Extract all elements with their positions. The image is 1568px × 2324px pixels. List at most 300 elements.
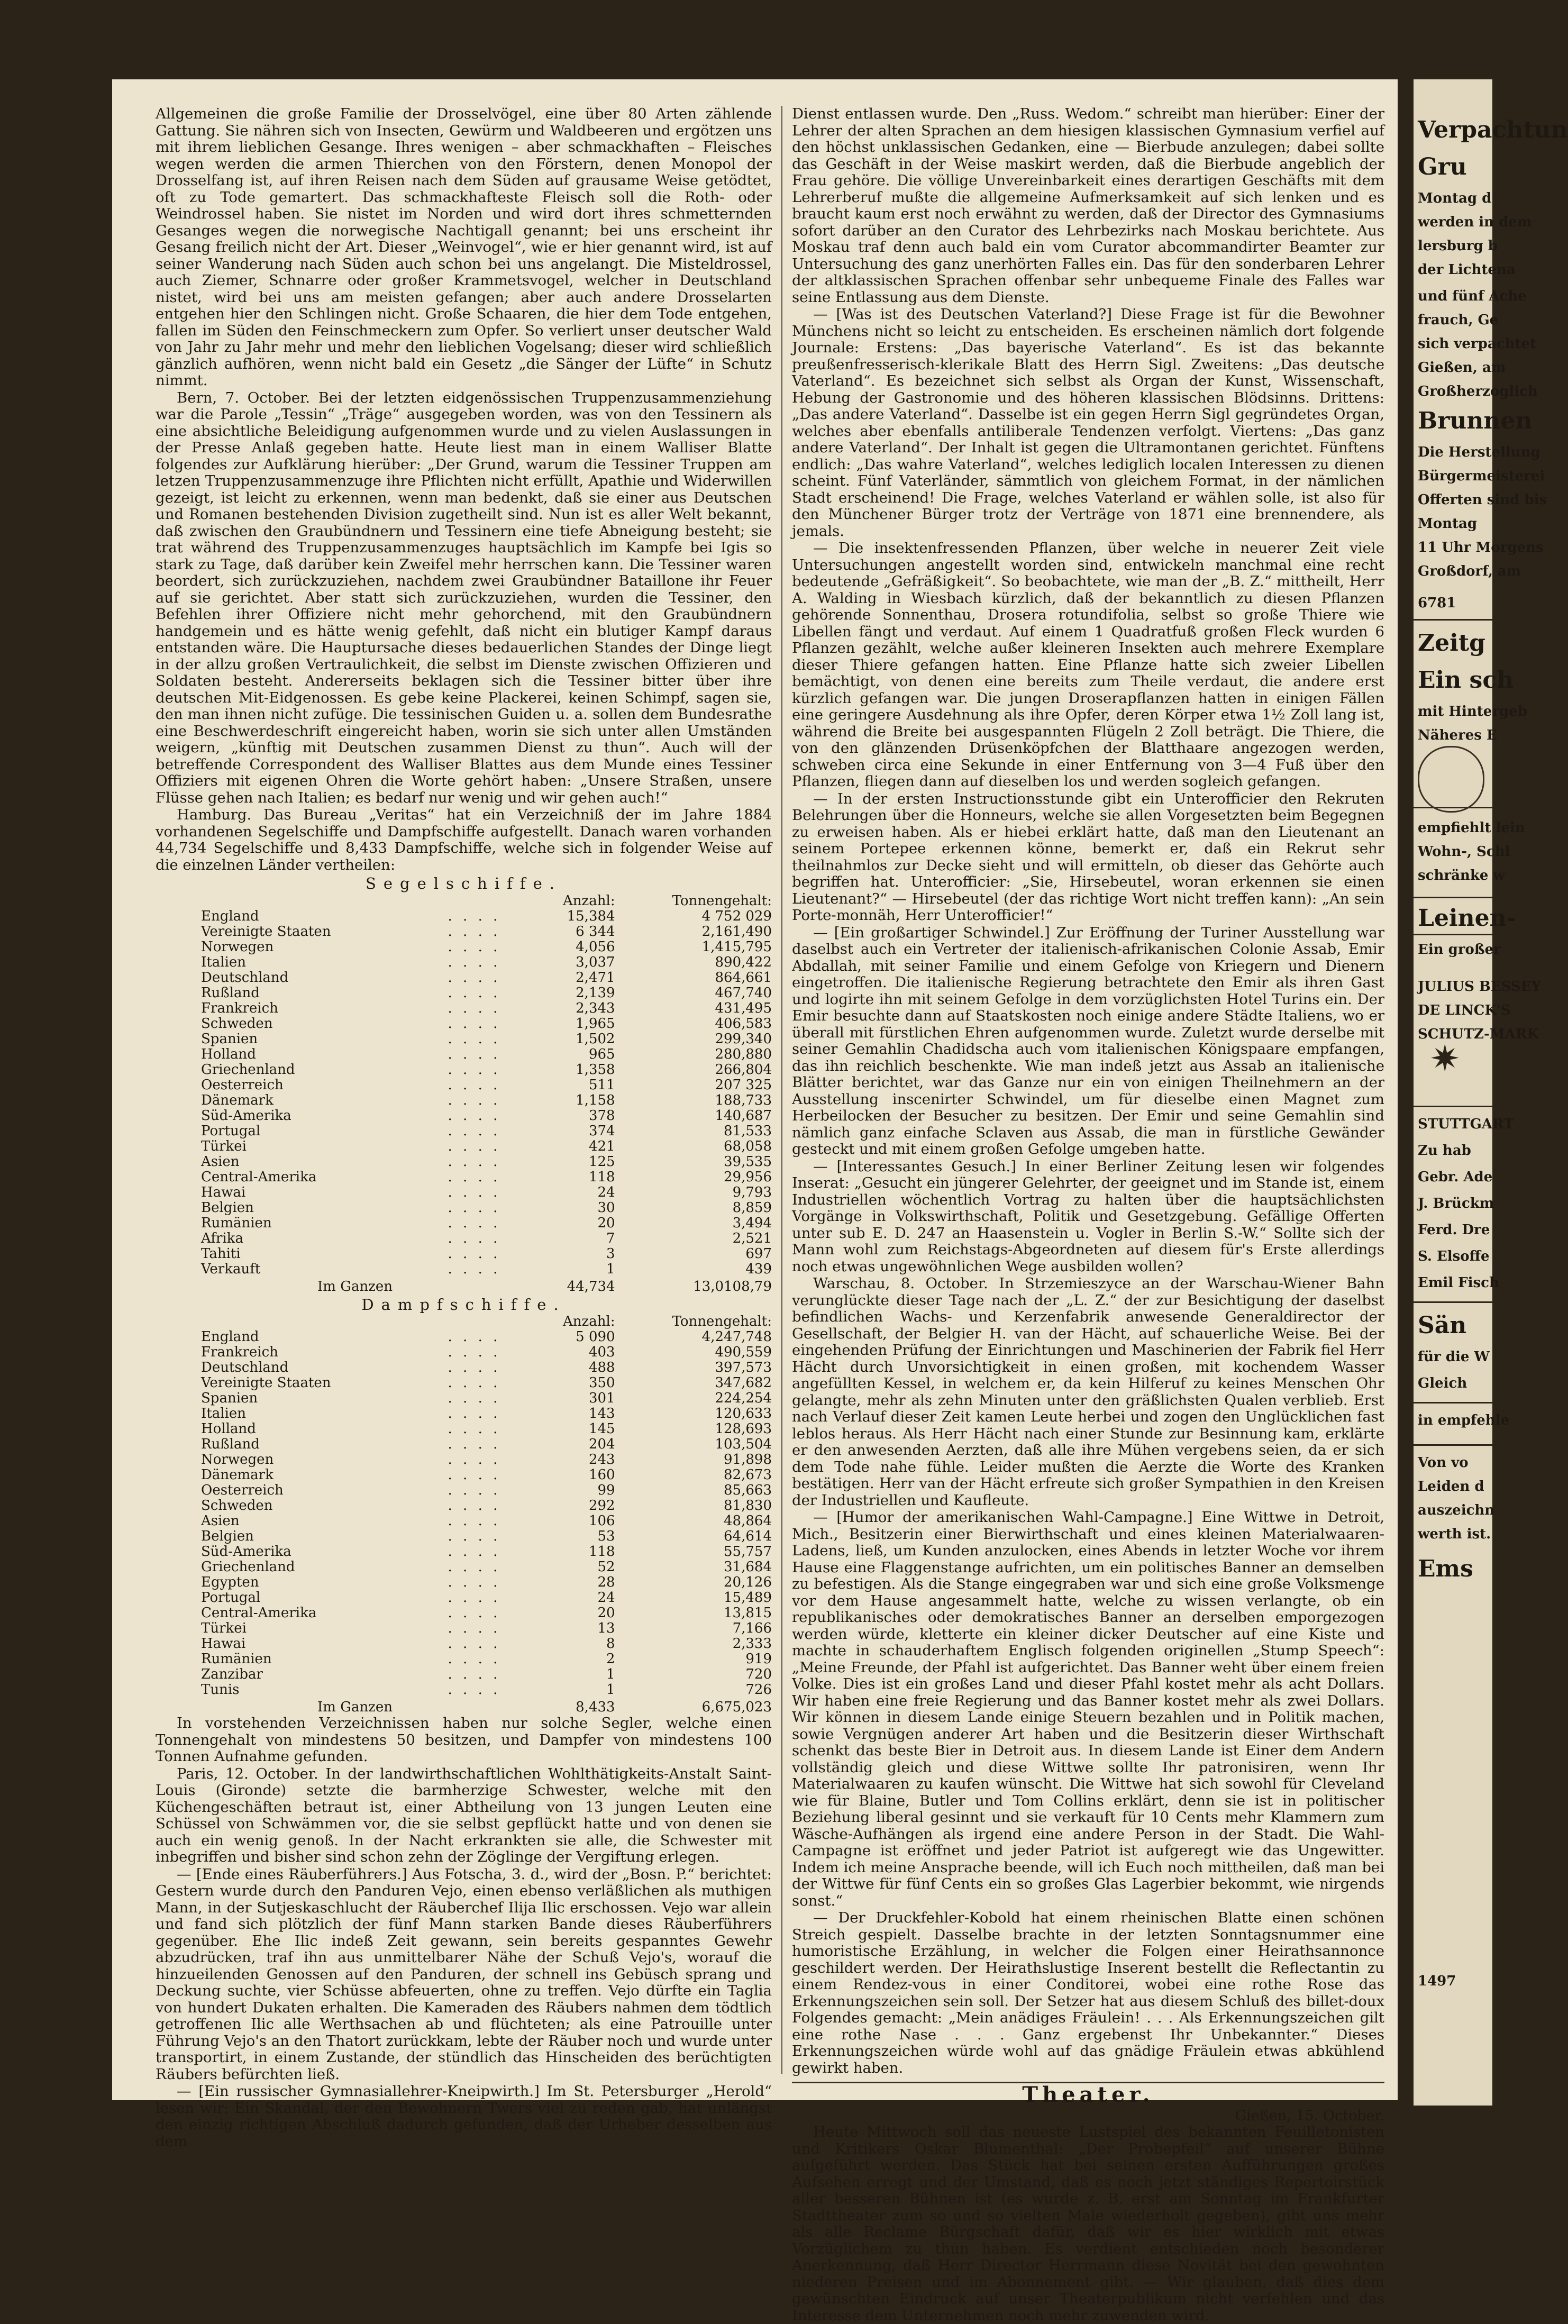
table-row — [201, 1016, 772, 1032]
table-row — [201, 1078, 772, 1093]
country-cell: Rumänien — [201, 1215, 272, 1231]
country-cell: Verkauft — [201, 1261, 261, 1277]
country-cell: Norwegen — [201, 1452, 274, 1468]
count-cell: 3 — [606, 1245, 615, 1262]
edge-ad-text: DE LINCK'S — [1418, 1002, 1511, 1018]
country-cell: Portugal — [201, 1123, 261, 1139]
table-row — [201, 1001, 772, 1016]
ad-divider — [1414, 897, 1492, 898]
article-gymnasiallehrer-cont: Dienst entlassen wurde. Den „Russ. Wedom.“ schreibt man hierüber: Einer der Lehrer der alten Sprachen an dem hiesigen klassischen Gymnasium verfiel auf den höchst unklassischen Gedanken, eine — Bierbude anzulegen; dabei sollte das Geschäft in der Weise maskirt werden, daß die Bierbude angeblich der Frau gehöre. Die völlige Unvereinbarkeit eines derartigen Geschäfts mit dem Lehrerberuf mußte die allgemeine Aufmerksamkeit auf sich lenken und es braucht kaum erst noch erwähnt zu werden, daß der Director des Gymnasiums sofort darüber an den Curator des Lehrbezirks nach Moskau berichtete. Aus Moskau traf denn auch bald ein vom Curator abcommandirter Beamter zur Untersuchung des ganz unerhörten Falles ein. Das für den sonderbaren Lehrer der altklassischen Sprachen offenbar sehr unbequeme Finale des Falles war seine Entlassung aus dem Dienste. — [792, 105, 1384, 306]
article-gymnasiallehrer: — [Ein russischer Gymnasiallehrer-Kneipwirth.] Im St. Petersburger „Herold“ lesen wir: Ein Skandal, der den Bewohnern Twers viel zu reden gab, hat unlängst den einzig richtigen Abschluß dadurch gefunden, daß der Urheber desselben aus dem — [156, 2083, 772, 2150]
total-spacer — [448, 1698, 526, 1715]
country-cell: Central-Amerika — [201, 1605, 317, 1621]
article-druckfehler: — Der Druckfehler-Kobold hat einem rheinischen Blatte einen schönen Streich gespielt. Dasselbe brachte in der letzten Sonntagsnummer eine humoristische Erzählung, in welcher die Folgen einer Heirathsannonce geschildert werden. Der Heirathslustige Inserent bestellt die Reflectantin zu einem Rendez-vous in einer Conditorei, wobei eine rothe Rose das Erkennungszeichen sein soll. Der Setzer hat aus diesem Schluß des billet-doux Folgendes gemacht: „Mein anädiges Fräulein! . . . Als Erkennungszeichen gilt eine rothe Nase . . . Ganz ergebenst Ihr Unbekannter.“ Dieses Erkennungszeichen würde wohl auf das gnädige Fräulein etwas abkühlend gewirkt haben. — [792, 1909, 1384, 2076]
table-row — [201, 1560, 772, 1575]
country-cell: Tahiti — [201, 1245, 241, 1262]
country-cell: Egypten — [201, 1574, 259, 1590]
leader-cell: . . . . — [448, 908, 501, 924]
table-header-dots — [448, 1314, 526, 1329]
table-row — [201, 1636, 772, 1652]
edge-ad-text: 6781 — [1418, 595, 1456, 611]
country-cell: Dänemark — [201, 1467, 274, 1483]
country-cell: Süd-Amerika — [201, 1107, 291, 1124]
edge-ad-text: Gießen, am — [1418, 360, 1506, 376]
tonnage-cell: 7,166 — [732, 1620, 772, 1636]
ad-divider — [1414, 934, 1492, 935]
edge-ad-text: Montag d — [1418, 190, 1492, 206]
tonnage-cell: 2,521 — [732, 1230, 772, 1246]
table-row — [201, 1262, 772, 1277]
count-cell: 1,502 — [576, 1031, 615, 1047]
count-cell: 30 — [597, 1199, 615, 1216]
country-cell: Griechenland — [201, 1061, 295, 1078]
count-cell: 374 — [588, 1123, 615, 1139]
tonnage-cell: 128,693 — [715, 1421, 772, 1437]
edge-ad-text: werden in dem — [1418, 214, 1532, 230]
edge-ad-text: werth ist. — [1418, 1526, 1491, 1542]
article-warschau: Warschau, 8. October. In Strzemieszyce an der Warschau-Wiener Bahn verunglückte dieser Tage nach der „L. Z.“ der zur Besichtigung der daselbst befindlichen Wachs- und Kerzenfabrik anwesende Generaldirector der Gesellschaft, der Belgier H. van der Hächt, auf schauerliche Weise. Bei der eingehenden Prüfung der Einrichtungen und Maschinerien der Fabrik fiel Herr Hächt durch Unvorsichtigkeit in einen großen, mit kochendem Wasser angefüllten Kessel, in welchem er, da kein Hilferuf zu keines Menschen Ohr gelangte, mehr als zehn Minuten unter den gräßlichsten Qualen verblieb. Erst nach Verlauf dieser Zeit kamen Leute herbei und zogen den Unglücklichen fast leblos heraus. Als Herr Hächt nach einer Stunde zur Besinnung kam, erklärte er den anwesenden Aerzten, daß alle ihre Mühen vergebens seien, da er sich dem Tode nahe fühle. Leider mußten die Aerzte die Worte des Kranken bestätigen. Herr van der Hächt erfreute sich großer Sympathien in den Kreisen der Industriellen und Kaufleute. — [792, 1275, 1384, 1509]
article-instructionsstunde: — In der ersten Instructionsstunde gibt ein Unterofficier den Rekruten Belehrungen über die Honneurs, welche sie allen Vorgesetzten beim Begegnen zu erweisen haben. Als er hiebei erklärt hatte, daß man den Lieutenant an seinem Portepee erkennen könne, bemerkt er, daß ein Rekrut sehr theilnahmlos zur Decke sieht und will ermitteln, ob dieser das Gehörte auch begriffen hat. Unterofficier: „Sie, Hirsebeutel, woran erkennen sie einen Lieutenant?“ — Hirsebeutel (der das richtige Wort nicht treffen kann): „An sein Porte-monnäh, Herr Unterofficier!“ — [792, 790, 1384, 924]
table-row — [201, 1375, 772, 1391]
table-row — [201, 970, 772, 986]
count-cell: 8 — [606, 1636, 615, 1652]
total-tonnage: 13,0108,79 — [693, 1278, 772, 1295]
ad-divider — [1414, 1402, 1492, 1403]
country-cell: Spanien — [201, 1031, 258, 1047]
country-cell: Türkei — [201, 1138, 247, 1154]
count-cell: 1,358 — [576, 1061, 615, 1078]
tonnage-cell: 64,614 — [724, 1528, 772, 1544]
article-schwindel: — [Ein großartiger Schwindel.] Zur Eröffnung der Turiner Ausstellung war daselbst auch ein Vertreter der italienisch-afrikanischen Colonie Assab, Emir Abdallah, mit seiner Familie und einem Gefolge von Kriegern und Dienern eingetroffen. Die italienische Regierung betrachtete den Emir als ihren Gast und logirte ihn mit seinem Gefolge in dem vorzüglichsten Hotel Turins ein. Der Emir besuchte dann auf Staatskosten noch einige andere Städte Italiens, wo er überall mit fürstlichen Ehren aufgenommen wurde. Zuletzt wurde derselbe mit seiner Gemahlin Chadidscha auch vom italienischen Königspaare empfangen, das ihn reichlich beschenkte. Wie man indeß jetzt aus Assab an italienische Blätter berichtet, war das Ganze nur ein von einigen Theilnehmern an der Ausstellung inscenirter Schwindel, um für dieselbe einen Magnet zum Herbeilocken der Besucher zu besitzen. Der Emir und seine Gemahlin sind nämlich ganz einfache Sclaven aus Assab, die man in fürstliche Gewänder gesteckt und mit einem großen Gefolge umgeben hatte. — [792, 924, 1384, 1158]
country-cell: Dänemark — [201, 1092, 274, 1108]
edge-ad-text: JULIUS BESSEY — [1418, 979, 1542, 995]
article-drosseln: Allgemeinen die große Familie der Drosselvögel, eine über 80 Arten zählende Gattung. Sie nähren sich von Insecten, Gewürm und Waldbeeren und ergötzen uns mit ihrem lieblichen Gesange. Ihres wenigen – aber schmackhaften – Fleisches wegen werden die armen Thierchen von den Förstern, denen Monopol der Drosselfang ist, auf ihren Reisen nach dem Süden auf grausame Weise getödtet, oft zu Tode gemartert. Das schmackhafteste Fleisch soll die Roth- oder Weindrossel haben. Sie nistet im Norden und wird dort ihres schmetternden Gesanges wegen die norwegische Nachtigall genannt; bei uns erscheint ihr Gesang freilich nicht der Art. Dieser „Weinvogel“, wie er hier genannt wird, ist auf seiner Wanderung nach Süden auch schon bei uns angelangt. Die Misteldrossel, auch Ziemer, Schnarre oder großer Krammetsvogel, welcher in Deutschland nistet, wird bei uns am meisten gefangen; aber auch andere Drosselarten entgehen hier den Schlingen nicht. Große Schaaren, die hier dem Tode entgehen, fallen im Süden den Feinschmeckern zum Opfer. So verliert unser deutscher Wald von Jahr zu Jahr mehr und mehr den lieblichen Vogelsang; dieser wird schließlich gänzlich aufhören, wenn nicht bald ein Gesetz „die Sänger der Lüfte“ in Schutz nimmt. — [156, 105, 772, 389]
table-row — [201, 1468, 772, 1483]
country-cell: Griechenland — [201, 1559, 295, 1575]
count-cell: 1,158 — [576, 1092, 615, 1108]
tonnage-cell: 31,684 — [724, 1559, 772, 1575]
table-row — [201, 1437, 772, 1452]
count-cell: 243 — [588, 1452, 615, 1468]
count-cell: 53 — [597, 1528, 615, 1544]
table-row — [201, 1246, 772, 1262]
country-cell: Schweden — [201, 1015, 273, 1032]
country-cell: Oesterreich — [201, 1077, 284, 1093]
edge-ad-text: schränke w — [1418, 868, 1505, 883]
leader-cell: . . . . — [448, 985, 501, 1001]
count-cell: 403 — [588, 1344, 615, 1360]
leader-cell: . . . . — [448, 1620, 501, 1636]
edge-ad-text: für die W — [1418, 1349, 1490, 1365]
table-row — [201, 1216, 772, 1231]
edge-ad-text: mit Hintergeb — [1418, 704, 1527, 719]
country-cell: Belgien — [201, 1199, 254, 1216]
leader-cell: . . . . — [448, 1590, 501, 1606]
edge-ad-text: Leinen- — [1418, 905, 1516, 932]
edge-ad-text: Wohn-, Schl — [1418, 844, 1510, 860]
table-sailing-ships — [201, 894, 772, 1295]
leader-cell: . . . . — [448, 1513, 501, 1529]
article-gesuch: — [Interessantes Gesuch.] In einer Berliner Zeitung lesen wir folgendes Inserat: „Gesucht ein jüngerer Gelehrter, der geeignet und im Stande ist, einem Industriellen wöchentlich Vortrag zu halten über die hauptsächlichsten Vorgänge in Volkswirthschaft, Politik und Gesetzgebung. Gefällige Offerten unter sub E. D. 247 an Haasenstein u. Vogler in Berlin S.-W.“ Sollte sich der Mann wohl zum Reichstags-Abgeordneten auf diesem für's Erste allerdings noch etwas ungewöhnlichen Wege ausbilden wollen? — [792, 1158, 1384, 1275]
tonnage-cell: 2,161,490 — [701, 923, 772, 940]
edge-ad-text: Zu hab — [1418, 1143, 1471, 1159]
count-cell: 13 — [597, 1620, 615, 1636]
country-cell: Zanzibar — [201, 1666, 263, 1682]
country-cell: Spanien — [201, 1390, 258, 1406]
tonnage-cell: 55,757 — [724, 1544, 772, 1560]
table-row — [201, 986, 772, 1001]
leader-cell: . . . . — [448, 1123, 501, 1139]
leader-cell: . . . . — [448, 1344, 501, 1360]
country-cell: Rumänien — [201, 1651, 272, 1667]
tonnage-cell: 15,489 — [724, 1590, 772, 1606]
article-verzeichnis-note: In vorstehenden Verzeichnissen haben nur solche Segler, welche einen Tonnengehalt von mindestens 50 besitzen, und Dampfer von mindestens 100 Tonnen Aufnahme gefunden. — [156, 1715, 772, 1765]
table-sailing-title: Segelschiffe. — [366, 874, 562, 892]
article-insektenfressende-pflanzen: — Die insektenfressenden Pflanzen, über welche in neuerer Zeit viele Untersuchungen angestellt worden sind, entwickeln manchmal eine recht bedeutende „Gefräßigkeit“. So beobachtete, wie man der „B. Z.“ mittheilt, Herr A. Walding in Wiesbach kürzlich, daß der bekanntlich zu diesen Pflanzen gehörende Sonnenthau, Drosera rotundifolia, selbst so große Thiere wie Libellen fängt und verdaut. Auf einem 1 Quadratfuß großen Fleck wurden 6 Pflanzen gezählt, welche außer kleineren Insekten auch mehrere Exemplare dieser Thiere gefangen hatten. Eine Pflanze hatte sich zweier Libellen bemächtigt, von denen eine bereits zum Theile verdaut, die andere erst kürzlich gefangen war. Die jungen Droserapflanzen hatten in einigen Fällen eine geringere Ausdehnung als ihre Opfer, deren Körper etwa 1½ Zoll lang ist, während die Breite bei ausgespannten Flügeln 2 Zoll beträgt. Die Thiere, die von den glänzenden Drüsenköpfchen der Blatthaare angezogen werden, schweben circa eine Sekunde in einer Entfernung von 3—4 Fuß über den Pflanzen, fliegen dann auf dieselben los und werden sogleich gefangen. — [792, 540, 1384, 790]
article-hamburg: Hamburg. Das Bureau „Veritas“ hat ein Verzeichniß der im Jahre 1884 vorhandenen Segelschiffe und Dampfschiffe aufgestellt. Danach waren vorhanden 44,734 Segelschiffe und 8,433 Dampfschiffe, welche sich in folgender Weise auf die einzelnen Länder vertheilen: — [156, 806, 772, 873]
leader-cell: . . . . — [448, 1000, 501, 1016]
column-divider — [781, 106, 782, 2074]
leader-cell: . . . . — [448, 1077, 501, 1093]
tonnage-cell: 91,898 — [724, 1452, 772, 1468]
count-cell: 2,139 — [576, 985, 615, 1001]
tonnage-cell: 4,247,748 — [701, 1329, 772, 1345]
table-row — [201, 1093, 772, 1108]
edge-ad-text: Offerten sind bis — [1418, 492, 1547, 508]
edge-ad-text: Zeitg — [1418, 630, 1485, 657]
table-row — [201, 1652, 772, 1667]
tonnage-cell: 467,740 — [715, 985, 772, 1001]
edge-ad-text: S. Elsoffe — [1418, 1248, 1490, 1264]
count-cell: 488 — [588, 1360, 615, 1375]
table-row — [201, 955, 772, 970]
edge-ad-text: Montag — [1418, 516, 1478, 532]
table-row — [201, 1047, 772, 1062]
table-row — [201, 1139, 772, 1154]
tonnage-cell: 439 — [745, 1261, 772, 1277]
count-cell: 2,343 — [576, 1000, 615, 1016]
table-row — [201, 1544, 772, 1560]
tonnage-cell: 207 325 — [715, 1077, 772, 1093]
table-header-count: Anzahl: — [563, 1314, 615, 1329]
ad-divider — [1414, 1301, 1492, 1303]
country-cell: Oesterreich — [201, 1482, 284, 1498]
table-row — [201, 1421, 772, 1437]
table-row — [201, 1185, 772, 1200]
table-row — [201, 1406, 772, 1421]
count-cell: 1,965 — [576, 1015, 615, 1032]
tonnage-cell: 9,793 — [732, 1184, 772, 1200]
leader-cell: . . . . — [448, 1682, 501, 1698]
edge-ad-text: der Lichtena — [1418, 262, 1516, 278]
leader-cell: . . . . — [448, 1636, 501, 1652]
tonnage-cell: 697 — [745, 1245, 772, 1262]
leader-cell: . . . . — [448, 1031, 501, 1047]
count-cell: 118 — [588, 1169, 615, 1185]
leader-cell: . . . . — [448, 1046, 501, 1062]
tonnage-cell: 890,422 — [715, 954, 772, 970]
leader-cell: . . . . — [448, 1015, 501, 1032]
edge-ad-text: Gleich — [1418, 1375, 1467, 1391]
country-cell: Vereinigte Staaten — [201, 1375, 331, 1391]
edge-ad-text: J. Brückm — [1418, 1196, 1494, 1211]
tonnage-cell: 347,682 — [715, 1375, 772, 1391]
count-cell: 143 — [588, 1406, 615, 1421]
edge-ad-text: sich verpachtet — [1418, 336, 1536, 352]
tonnage-cell: 82,673 — [724, 1467, 772, 1483]
edge-ad-text: Verpachtun — [1418, 116, 1568, 143]
count-cell: 6 344 — [576, 923, 615, 940]
table-header-row — [201, 894, 772, 909]
table-row — [201, 1154, 772, 1170]
table-header-country — [201, 894, 448, 909]
count-cell: 1 — [606, 1682, 615, 1698]
country-cell: Deutschland — [201, 1360, 289, 1375]
count-cell: 52 — [597, 1559, 615, 1575]
table-row — [201, 1108, 772, 1124]
table-row — [201, 1606, 772, 1621]
leader-cell: . . . . — [448, 1421, 501, 1437]
table-row — [201, 1124, 772, 1139]
count-cell: 3,037 — [576, 954, 615, 970]
tonnage-cell: 919 — [745, 1651, 772, 1667]
edge-ad-text: Bürgermeisterei — [1418, 468, 1545, 484]
right-column — [792, 105, 1384, 2324]
edge-ad-text: Ein sch — [1418, 667, 1514, 694]
tonnage-cell: 726 — [745, 1682, 772, 1698]
table-row — [201, 1682, 772, 1698]
article-paris: Paris, 12. October. In der landwirthschaftlichen Wohlthätigkeits-Anstalt Saint-Louis (Gironde) setzte die barmherzige Schwester, welche mit den Küchengeschäften betraut ist, einer Abtheilung von 13 jungen Leuten eine Schüssel von Schwämmen vor, die sie selbst gepflückt hatte und von denen sie auch ein wenig genoß. In der Nacht erkrankten sie alle, die Schwester mit inbegriffen und bisher sind schon zehn der Zöglinge der Vergiftung erlegen. — [156, 1765, 772, 1865]
tonnage-cell: 81,830 — [724, 1498, 772, 1514]
leader-cell: . . . . — [448, 1498, 501, 1514]
leader-cell: . . . . — [448, 1261, 501, 1277]
country-cell: Italien — [201, 954, 246, 970]
country-cell: Türkei — [201, 1620, 247, 1636]
ad-divider — [1414, 619, 1492, 621]
country-cell: Asien — [201, 1153, 240, 1170]
country-cell: Rußland — [201, 985, 260, 1001]
table-row — [201, 1032, 772, 1047]
table-row — [201, 1200, 772, 1216]
country-cell: Rußland — [201, 1436, 260, 1452]
tonnage-cell: 103,504 — [715, 1436, 772, 1452]
count-cell: 24 — [597, 1590, 615, 1606]
count-cell: 4,056 — [576, 938, 615, 955]
table-row — [201, 1345, 772, 1360]
table-steam-ships — [201, 1314, 772, 1715]
country-cell: Deutschland — [201, 969, 289, 986]
table-row — [201, 1498, 772, 1514]
count-cell: 378 — [588, 1107, 615, 1124]
leader-cell: . . . . — [448, 1559, 501, 1575]
table-total-row — [201, 1698, 772, 1715]
tonnage-cell: 280,880 — [715, 1046, 772, 1062]
leader-cell: . . . . — [448, 1651, 501, 1667]
tonnage-cell: 431,495 — [715, 1000, 772, 1016]
count-cell: 7 — [606, 1230, 615, 1246]
table-row — [201, 1329, 772, 1345]
country-cell: Hawai — [201, 1184, 246, 1200]
leader-cell: . . . . — [448, 1390, 501, 1406]
leader-cell: . . . . — [448, 1199, 501, 1216]
theater-heading: Theater. — [1022, 2082, 1154, 2107]
table-row — [201, 1575, 772, 1590]
leader-cell: . . . . — [448, 1574, 501, 1590]
seal-emblem-icon — [1418, 746, 1484, 813]
edge-ad-text: Ferd. Dre — [1418, 1222, 1490, 1238]
tonnage-cell: 48,864 — [724, 1513, 772, 1529]
edge-ad-text: Näheres E — [1418, 727, 1497, 743]
count-cell: 1 — [606, 1666, 615, 1682]
edge-ad-text: Ems — [1418, 1555, 1473, 1582]
country-cell: England — [201, 1329, 259, 1345]
count-cell: 15,384 — [567, 908, 615, 924]
edge-ad-text: 1497 — [1418, 1973, 1456, 1989]
leader-cell: . . . . — [448, 1184, 501, 1200]
total-label: Im Ganzen — [317, 1278, 393, 1295]
table-steam-title: Dampfschiffe. — [361, 1295, 566, 1314]
table-header-dots — [448, 894, 526, 909]
edge-ad-text: Von vo — [1418, 1455, 1469, 1471]
edge-ad-text: frauch, Ge — [1418, 312, 1499, 328]
tonnage-cell: 81,533 — [724, 1123, 772, 1139]
count-cell: 301 — [588, 1390, 615, 1406]
country-cell: Schweden — [201, 1498, 273, 1514]
tonnage-cell: 13,815 — [724, 1605, 772, 1621]
count-cell: 28 — [597, 1574, 615, 1590]
edge-ad-text: STUTTGART — [1418, 1116, 1514, 1132]
edge-ad-text: lersburg b — [1418, 238, 1498, 254]
leader-cell: . . . . — [448, 1406, 501, 1421]
country-cell: Tunis — [201, 1682, 240, 1698]
tonnage-cell: 4 752 029 — [701, 908, 772, 924]
article-vaterland: — [Was ist des Deutschen Vaterland?] Diese Frage ist für die Bewohner Münchens nicht so leicht zu entscheiden. Es erscheinen nämlich dort folgende Journale: Erstens: „Das bayerische Vaterland“. Es ist das bekannte preußenfresserisch-klerikale Blatt des Herrn Sigl. Zweitens: „Das deutsche Vaterland“. Es bezeichnet sich selbst als Organ der Kunst, Wissenschaft, Hebung der Gastronomie und des höheren klassischen Blödsinns. Drittens: „Das andere Vaterland“. Dasselbe ist ein gegen Herrn Sigl gegründetes Organ, welches aber ebenfalls antiliberale Tendenzen verfolgt. Viertens: „Das ganz andere Vaterland“. Der Inhalt ist gegen die Ultramontanen gerichtet. Fünftens endlich: „Das wahre Vaterland“, welches lediglich localen Interessen zu dienen scheint. Fünf Vaterländer, sämmtlich von gleichem Format, in der nämlichen Stadt erscheinend! Die Frage, welches Vaterland er wählen solle, ist also für den Münchener Bürger trotz der Verträge von 1871 eine brennendere, als jemals. — [792, 306, 1384, 540]
ad-divider — [1414, 1444, 1492, 1446]
leader-cell: . . . . — [448, 969, 501, 986]
count-cell: 421 — [588, 1138, 615, 1154]
edge-ad-text: 11 Uhr Morgens — [1418, 540, 1544, 555]
edge-ad-text: Großherzoglich — [1418, 384, 1538, 399]
leader-cell: . . . . — [448, 938, 501, 955]
edge-ad-text: auszeichn — [1418, 1502, 1495, 1518]
left-column — [156, 105, 772, 2150]
leader-cell: . . . . — [448, 1169, 501, 1185]
leader-cell: . . . . — [448, 1329, 501, 1345]
edge-ad-text: Sän — [1418, 1312, 1467, 1339]
total-count: 44,734 — [567, 1278, 615, 1295]
leader-cell: . . . . — [448, 923, 501, 940]
count-cell: 118 — [588, 1544, 615, 1560]
country-cell: Frankreich — [201, 1344, 278, 1360]
tonnage-cell: 20,126 — [724, 1574, 772, 1590]
tonnage-cell: 2,333 — [732, 1636, 772, 1652]
count-cell: 2 — [606, 1651, 615, 1667]
count-cell: 20 — [597, 1605, 615, 1621]
leader-cell: . . . . — [448, 1452, 501, 1468]
count-cell: 292 — [588, 1498, 615, 1514]
edge-ad-text: Brunnen — [1418, 407, 1533, 434]
count-cell: 106 — [588, 1513, 615, 1529]
table-row — [201, 1360, 772, 1375]
tonnage-cell: 490,559 — [715, 1344, 772, 1360]
edge-ad-text: Die Herstellung — [1418, 444, 1540, 460]
table-row — [201, 1231, 772, 1246]
table-row — [201, 1170, 772, 1185]
edge-ad-text: und fünf Ache — [1418, 288, 1527, 304]
table-row — [201, 1391, 772, 1406]
leader-cell: . . . . — [448, 1092, 501, 1108]
leader-cell: . . . . — [448, 1666, 501, 1682]
leader-cell: . . . . — [448, 1375, 501, 1391]
table-row — [201, 1621, 772, 1636]
total-tonnage: 6,675,023 — [701, 1699, 772, 1715]
total-spacer — [448, 1277, 526, 1295]
edge-ad-text: Gru — [1418, 153, 1467, 180]
table-row — [201, 1667, 772, 1682]
country-cell: Afrika — [201, 1230, 243, 1246]
leader-cell: . . . . — [448, 1138, 501, 1154]
country-cell: Belgien — [201, 1528, 254, 1544]
leader-cell: . . . . — [448, 1061, 501, 1078]
count-cell: 20 — [597, 1215, 615, 1231]
tonnage-cell: 720 — [745, 1666, 772, 1682]
country-cell: England — [201, 908, 259, 924]
count-cell: 350 — [588, 1375, 615, 1391]
leader-cell: . . . . — [448, 1482, 501, 1498]
tonnage-cell: 864,661 — [715, 969, 772, 986]
edge-ad-text: in empfehle — [1418, 1412, 1510, 1428]
country-cell: Hawai — [201, 1636, 246, 1652]
tonnage-cell: 266,804 — [715, 1061, 772, 1078]
country-cell: Süd-Amerika — [201, 1544, 291, 1560]
count-cell: 5 090 — [576, 1329, 615, 1345]
leader-cell: . . . . — [448, 1544, 501, 1560]
count-cell: 160 — [588, 1467, 615, 1483]
tonnage-cell: 1,415,795 — [701, 938, 772, 955]
tonnage-cell: 3,494 — [732, 1215, 772, 1231]
theater-text: Heute Mittwoch soll das neueste Lustspiel des bekannten Feuilletonisten und Kritikers Oskar Blumenthal: „Der Probepfeil“ auf unserer Bühne aufgeführt werden. Das Stück hat bei seinen ersten Aufführungen großes Aufsehen erregt und der Umstand, daß es noch jetzt ständiges Repertoirstück aller besseren Bühnen ist (es wurde z. B. erst am Sonntag im Frankfurter Stadttheater zum so und so vielten Male wiederholt gegeben), gibt uns mehr als alle Reclame Bürgschaft dafür, daß wir es hier wirklich mit etwas Vorzüglichem zu thun haben. Es verdient entschieden noch besonderer Anerkennung, daß Herr Director Herrmann diese Novität bei den gewohnten niederen Preisen und im Abonnement gibt. — Wir glauben, daß dies dem gewünschten Eindruck auf unser Theaterpublikum nicht verfehlen und das Interesse dem Unternehmen noch mehr zuwenden wird. — [792, 2124, 1384, 2324]
country-cell: Portugal — [201, 1590, 261, 1606]
count-cell: 125 — [588, 1153, 615, 1170]
tonnage-cell: 68,058 — [724, 1138, 772, 1154]
tonnage-cell: 29,956 — [724, 1169, 772, 1185]
edge-ad-text: Gebr. Ade — [1418, 1169, 1493, 1185]
country-cell: Asien — [201, 1513, 240, 1529]
article-bern: Bern, 7. October. Bei der letzten eidgenössischen Truppenzusammenziehung war die Parole „Tessin“ „Träge“ ausgegeben worden, was von den Tessinern als eine absichtliche Beleidigung aufgenommen wurde und zu vielen Auslassungen in der Presse Anlaß gegeben hatte. Heute liest man in einem Walliser Blatte folgendes zur Aufklärung hierüber: „Der Grund, warum die Tessiner Truppen am letzen Truppenzusammenzuge ihre Pflichten nicht erfüllt, Apathie und Widerwillen gezeigt, ist leicht zu erkennen, wenn man bedenkt, daß sie einer aus Deutschen und Romanen bestehenden Division zugetheilt sind. Nun ist es aller Welt bekannt, daß zwischen den Graubündnern und Tessinern eine tiefe Abneigung besteht; sie trat während des Truppenzusammenzuges hauptsächlich im Kampfe bei Igis so stark zu Tage, daß darüber kein Zweifel mehr herrschen kann. Die Tessiner waren beordert, sich zurückzuziehen, nachdem zwei Graubündner Bataillone ihr Feuer auf sie gerichtet. Aber statt sich zurückzuziehen, wurden die Tessiner, den Befehlen ihrer Offiziere nicht mehr gehorchend, mit den Graubündnern handgemein und es hätte wenig gefehlt, daß nicht ein blutiger Kampf daraus entstanden wäre. Die Hauptursache dieses bedauerlichen Standes der Dinge liegt in der allzu großen Vertraulichkeit, die selbst im Dienste zwischen Offizieren und Soldaten besteht. Andererseits beklagen sich die Tessiner bitter über ihre deutschen Mit-Eidgenossen. Es gebe keine Plackerei, keinen Schimpf, sagen sie, den man ihnen nicht zufüge. Die tessinischen Guiden u. a. sollen dem Bundesrathe eine Beschwerdeschrift eingereicht haben, worin sie sich unter allen Umständen weigern, „künftig mit Deutschen zusammen Dienst zu thun“. Auch will der betreffende Correspondent des Walliser Blattes aus dem Munde eines Tessiner Offiziers mit eigenen Ohren die Worte gehört haben: „Unsere Straßen, unsere Flüsse gehen nach Italien; es bedarf nur wenig und wir gehen auch!“ — [156, 389, 772, 806]
table-row — [201, 924, 772, 940]
country-cell: Vereinigte Staaten — [201, 923, 331, 940]
table-header-country — [201, 1314, 448, 1329]
theater-dateline: Gießen, 15. October. — [1235, 2107, 1384, 2124]
table-row — [201, 1062, 772, 1078]
country-cell: Frankreich — [201, 1000, 278, 1016]
total-count: 8,433 — [576, 1699, 615, 1715]
leader-cell: . . . . — [448, 1153, 501, 1170]
leader-cell: . . . . — [448, 954, 501, 970]
tonnage-cell: 140,687 — [715, 1107, 772, 1124]
count-cell: 99 — [597, 1482, 615, 1498]
leader-cell: . . . . — [448, 1360, 501, 1375]
count-cell: 145 — [588, 1421, 615, 1437]
total-label: Im Ganzen — [317, 1699, 393, 1715]
ad-divider — [1414, 1106, 1492, 1107]
table-header-count: Anzahl: — [563, 892, 615, 909]
edge-ad-text: empfiehlt lein — [1418, 820, 1525, 836]
leader-cell: . . . . — [448, 1107, 501, 1124]
edge-ad-text: SCHUTZ-MARK — [1418, 1026, 1539, 1042]
count-cell: 2,471 — [576, 969, 615, 986]
tonnage-cell: 224,254 — [715, 1390, 772, 1406]
